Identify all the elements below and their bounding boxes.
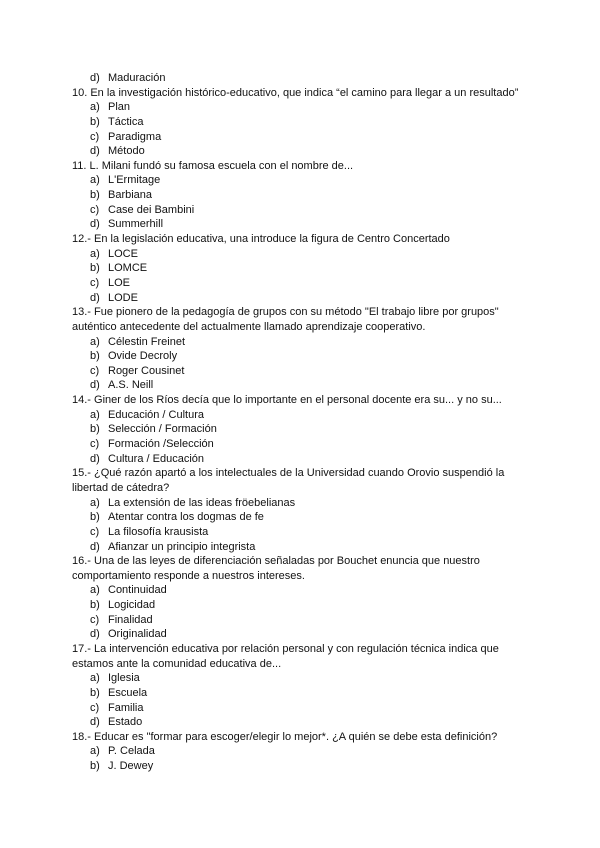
option-letter: a) bbox=[90, 101, 100, 114]
option-letter: b) bbox=[90, 686, 100, 699]
option-letter: c) bbox=[90, 364, 100, 377]
option-text: Célestin Freinet bbox=[108, 335, 186, 348]
answer-option bbox=[72, 671, 542, 686]
question-text: 17.- La intervención educativa por relación personal y con regulación técnica indica que bbox=[72, 642, 499, 655]
question-text: libertad de cátedra? bbox=[72, 481, 170, 494]
question-text: 13.- Fue pionero de la pedagogía de grupos con su método "El trabajo libre por grupos" bbox=[72, 306, 499, 319]
answer-option bbox=[72, 261, 542, 276]
option-letter: a) bbox=[90, 335, 100, 348]
option-text: Método bbox=[108, 145, 145, 158]
option-text: J. Dewey bbox=[108, 760, 154, 773]
answer-option bbox=[72, 613, 542, 628]
option-text: LOCE bbox=[108, 247, 138, 260]
question-text: auténtico antecedente del actualmente llamado aprendizaje cooperativo. bbox=[72, 320, 426, 333]
option-text: Paradigma bbox=[108, 130, 162, 143]
option-letter: d) bbox=[90, 452, 100, 465]
option-letter: c) bbox=[90, 130, 100, 143]
option-text: P. Celada bbox=[108, 745, 155, 758]
answer-option bbox=[72, 686, 542, 701]
question-text: 18.- Educar es "formar para escoger/elegir lo mejor*. ¿A quién se debe esta definición? bbox=[72, 730, 498, 743]
option-text: LOE bbox=[108, 276, 131, 289]
answer-option bbox=[72, 408, 542, 423]
option-text: La filosofía krausista bbox=[108, 525, 209, 538]
answer-option bbox=[72, 71, 542, 86]
answer-option bbox=[72, 422, 542, 437]
answer-option bbox=[72, 115, 542, 130]
option-text: Barbiana bbox=[108, 189, 153, 202]
option-text: Continuidad bbox=[108, 584, 167, 597]
option-letter: b) bbox=[90, 189, 100, 202]
answer-option bbox=[72, 583, 542, 598]
option-text: Maduración bbox=[108, 72, 166, 84]
answer-option bbox=[72, 701, 542, 716]
option-letter: b) bbox=[90, 511, 100, 524]
option-letter: b) bbox=[90, 423, 100, 436]
question-text: 11. L. Milani fundó su famosa escuela con el nombre de... bbox=[72, 159, 354, 172]
question-list bbox=[72, 71, 542, 774]
option-letter: c) bbox=[90, 276, 100, 289]
option-letter: d) bbox=[90, 145, 100, 158]
option-letter: b) bbox=[90, 262, 100, 275]
answer-option bbox=[72, 247, 542, 262]
option-text: Formación /Selección bbox=[108, 438, 214, 451]
option-text: Summerhill bbox=[108, 218, 164, 231]
option-text: Atentar contra los dogmas de fe bbox=[108, 511, 264, 524]
option-letter: d) bbox=[90, 291, 100, 304]
answer-option bbox=[72, 291, 542, 306]
option-text: L'Ermitage bbox=[108, 174, 161, 187]
option-text: LODE bbox=[108, 291, 138, 304]
answer-option bbox=[72, 378, 542, 393]
option-letter: c) bbox=[90, 701, 100, 714]
option-letter: d) bbox=[90, 540, 100, 553]
option-letter: a) bbox=[90, 584, 100, 597]
answer-option bbox=[72, 349, 542, 364]
question-text: comportamiento responde a nuestros intereses. bbox=[72, 569, 305, 582]
option-letter: c) bbox=[90, 613, 100, 626]
answer-option bbox=[72, 188, 542, 203]
option-text: Estado bbox=[108, 716, 143, 729]
option-text: Táctica bbox=[108, 115, 144, 128]
answer-option bbox=[72, 510, 542, 525]
answer-option bbox=[72, 335, 542, 350]
question-text: 14.- Giner de los Ríos decía que lo importante en el personal docente era su... y no su... bbox=[72, 394, 502, 407]
option-text: Cultura / Educación bbox=[108, 452, 204, 465]
option-text: Escuela bbox=[108, 686, 148, 699]
answer-option bbox=[72, 525, 542, 540]
option-text: La extensión de las ideas fröebelianas bbox=[108, 496, 296, 509]
answer-option bbox=[72, 276, 542, 291]
option-text: Case dei Bambini bbox=[108, 203, 195, 216]
option-letter: d) bbox=[90, 716, 100, 729]
option-letter: b) bbox=[90, 760, 100, 773]
question-text: 15.- ¿Qué razón apartó a los intelectuales de la Universidad cuando Orovio suspendió la bbox=[72, 467, 505, 480]
answer-option bbox=[72, 100, 542, 115]
answer-option bbox=[72, 540, 542, 555]
answer-option bbox=[72, 598, 542, 613]
option-letter: b) bbox=[90, 599, 100, 612]
option-letter: a) bbox=[90, 174, 100, 187]
option-text: Ovide Decroly bbox=[108, 350, 178, 363]
answer-option bbox=[72, 144, 542, 159]
answer-option bbox=[72, 452, 542, 467]
answer-option bbox=[72, 715, 542, 730]
option-letter: b) bbox=[90, 115, 100, 128]
option-letter: b) bbox=[90, 350, 100, 363]
option-text: Educación / Cultura bbox=[108, 408, 204, 421]
question-text: 12.- En la legislación educativa, una introduce la figura de Centro Concertado bbox=[72, 233, 450, 246]
option-letter: d) bbox=[90, 628, 100, 641]
option-letter: a) bbox=[90, 408, 100, 421]
option-text: Finalidad bbox=[108, 613, 153, 626]
answer-option bbox=[72, 437, 542, 452]
answer-option bbox=[72, 130, 542, 145]
option-letter: d) bbox=[90, 218, 100, 231]
option-letter: a) bbox=[90, 247, 100, 260]
option-letter: c) bbox=[90, 438, 100, 451]
option-text: Plan bbox=[108, 101, 131, 114]
option-letter: d) bbox=[90, 379, 100, 392]
question-text: 16.- Una de las leyes de diferenciación señaladas por Bouchet enuncia que nuestro bbox=[72, 555, 480, 568]
option-letter: a) bbox=[90, 745, 100, 758]
option-letter: c) bbox=[90, 525, 100, 538]
option-letter: d) bbox=[90, 72, 100, 84]
option-text: LOMCE bbox=[108, 262, 148, 275]
answer-option bbox=[72, 173, 542, 188]
answer-option bbox=[72, 364, 542, 379]
option-text: Iglesia bbox=[108, 672, 140, 685]
answer-option bbox=[72, 744, 542, 759]
answer-option bbox=[72, 759, 542, 774]
option-text: Selección / Formación bbox=[108, 423, 217, 436]
answer-option bbox=[72, 496, 542, 511]
question-text: 10. En la investigación histórico-educativo, que indica “el camino para llegar a un resultado” bbox=[72, 86, 519, 99]
answer-option bbox=[72, 203, 542, 218]
option-text: Afianzar un principio integrista bbox=[108, 540, 256, 553]
option-text: A.S. Neill bbox=[108, 379, 154, 392]
option-letter: c) bbox=[90, 203, 100, 216]
option-text: Logicidad bbox=[108, 599, 156, 612]
option-letter: a) bbox=[90, 672, 100, 685]
question-text: estamos ante la comunidad educativa de... bbox=[72, 657, 282, 670]
option-text: Roger Cousinet bbox=[108, 364, 185, 377]
answer-option bbox=[72, 217, 542, 232]
option-text: Familia bbox=[108, 701, 144, 714]
option-letter: a) bbox=[90, 496, 100, 509]
answer-option bbox=[72, 627, 542, 642]
option-text: Originalidad bbox=[108, 628, 167, 641]
